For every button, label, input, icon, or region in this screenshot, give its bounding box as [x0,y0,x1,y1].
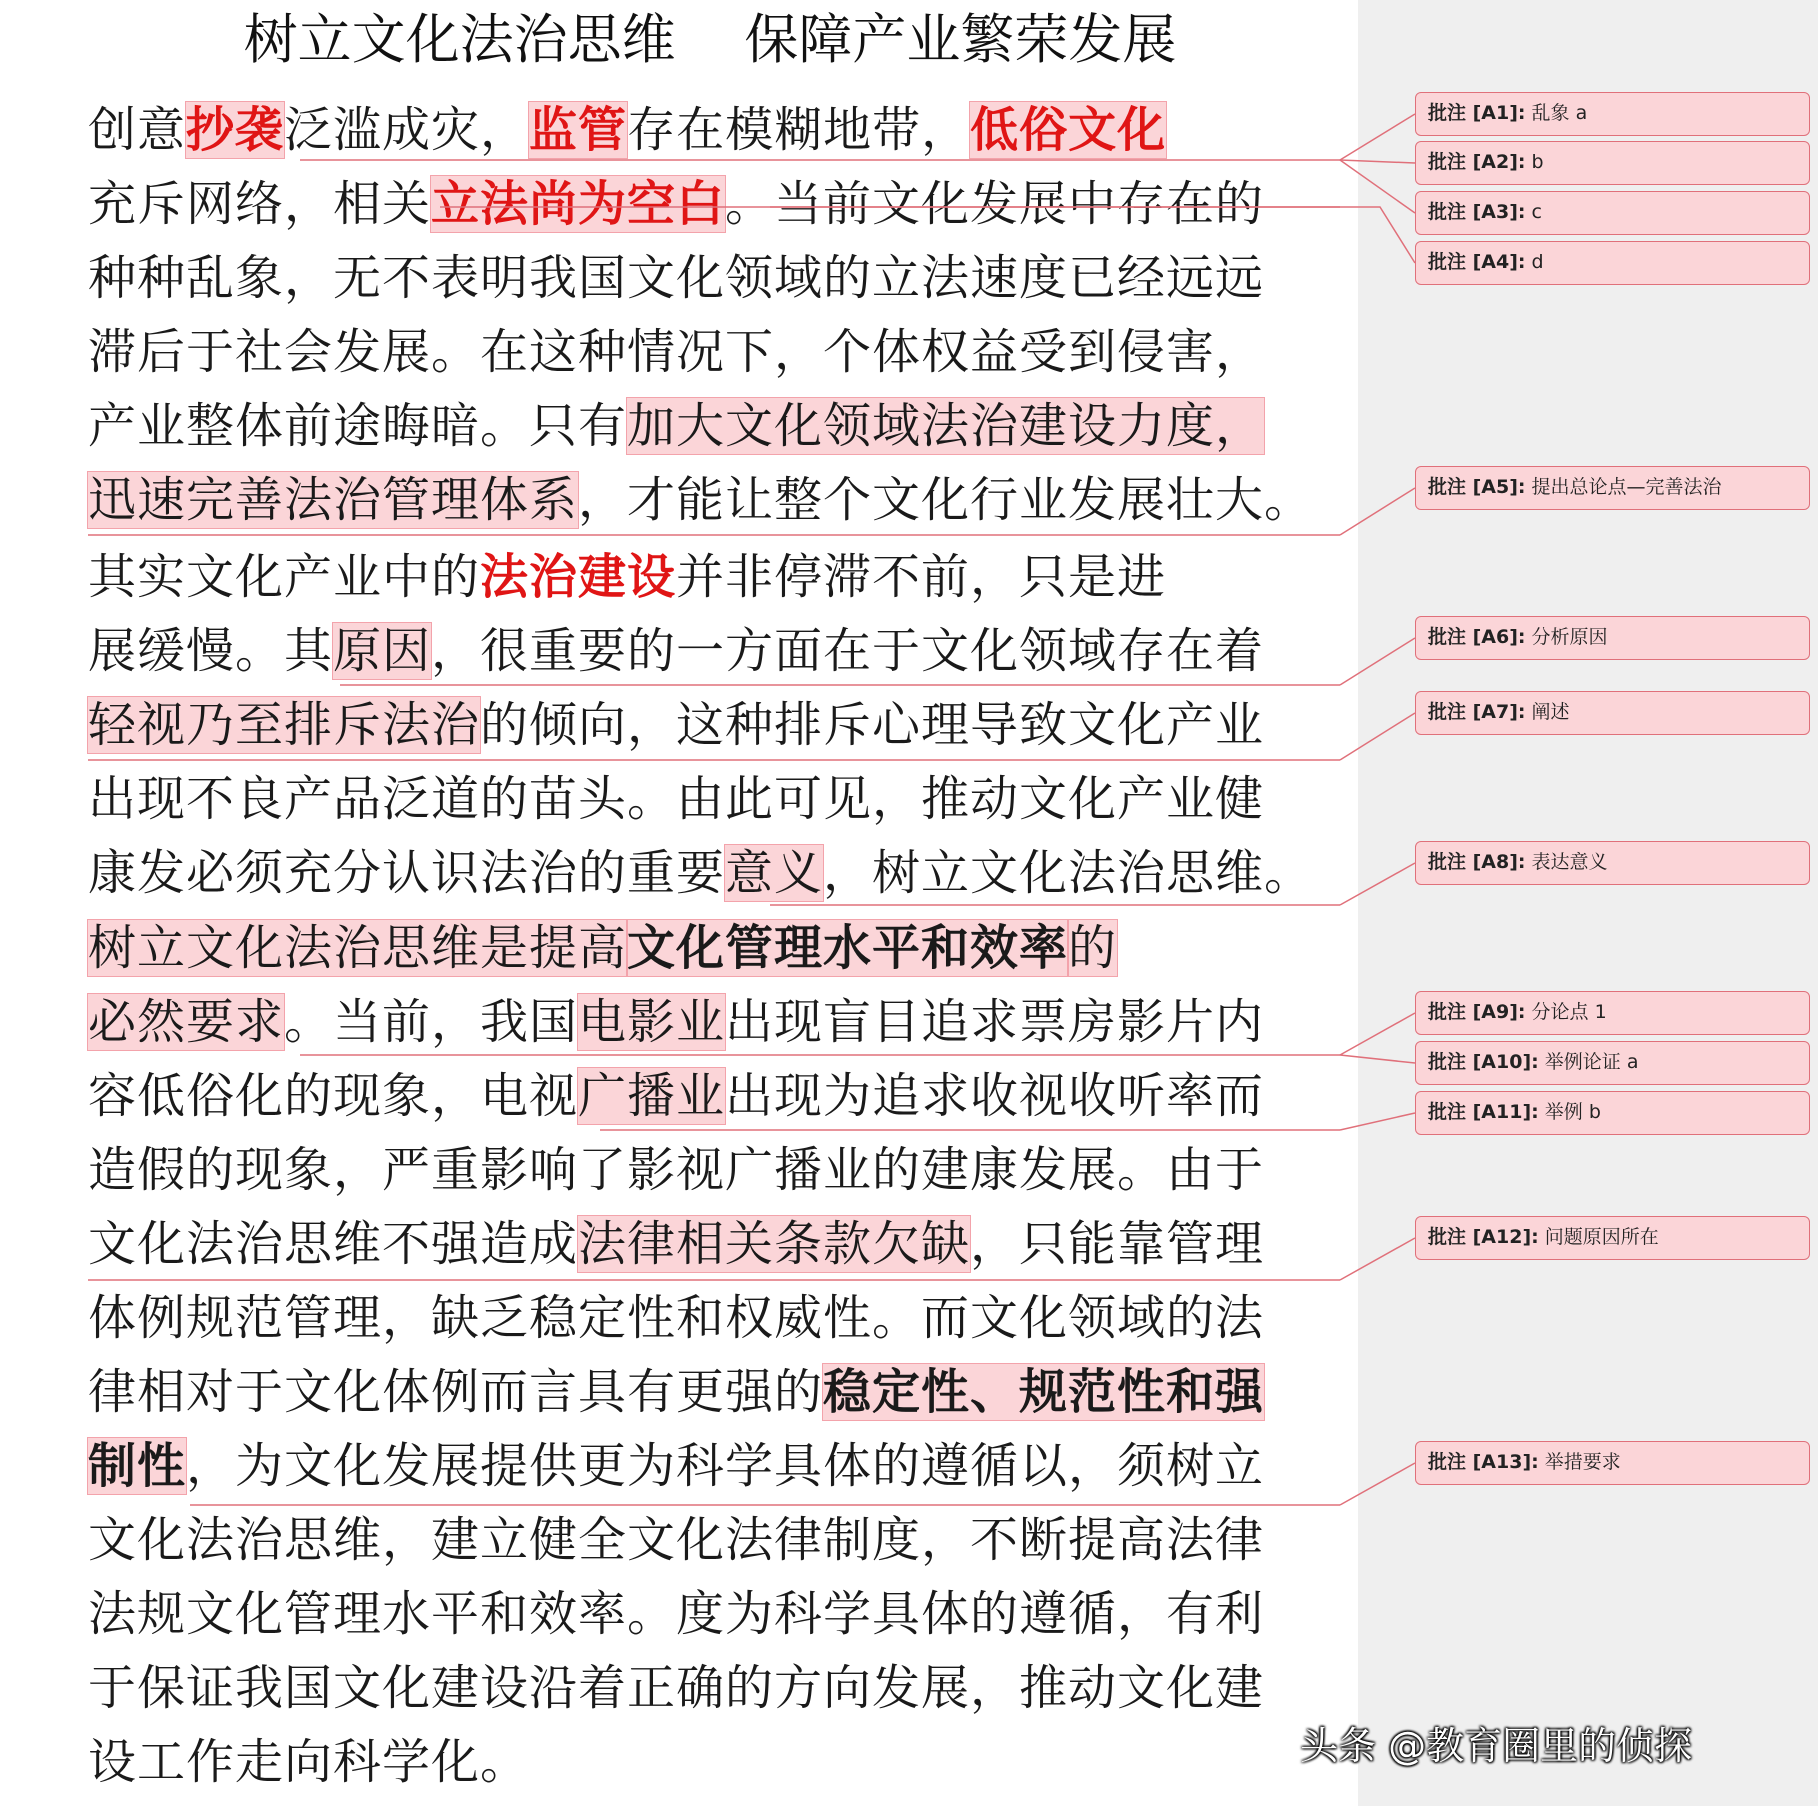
comment-text: b [1525,151,1544,173]
highlighted-text[interactable]: 树立文化法治思维是提高 [88,920,628,976]
comment-leader-line [1340,1238,1415,1280]
text-run: 创意 [88,102,187,158]
comment-leader-line [1340,114,1415,160]
comment-balloon[interactable] [1415,1091,1810,1135]
comment-tag: 批注 [A8]: [1428,851,1526,873]
comment-leader-line [1340,160,1415,163]
highlighted-text[interactable]: 广播业 [578,1068,726,1124]
text-run: 文化法治思维不强造成 [88,1216,579,1272]
comment-leader-line [1340,713,1415,760]
comment-leader-line [1340,1013,1415,1055]
comment-balloon[interactable] [1415,1216,1810,1260]
comment-balloon[interactable] [1415,141,1810,185]
text-run: ，为文化发展提供更为科学具体的遵循以，须树立 [186,1438,1265,1494]
highlighted-text[interactable]: 立法尚为空白 [431,176,726,232]
text-run: ，树立文化法治思维。 [823,845,1314,901]
comment-tag: 批注 [A6]: [1428,626,1526,648]
comment-tag: 批注 [A10]: [1428,1051,1539,1073]
highlighted-text[interactable]: 必然要求 [88,994,285,1050]
text-run: 其实文化产业中的 [88,549,481,605]
text-run: 种种乱象，无不表明我国文化领域的立法速度已经远远 [88,250,1265,306]
highlighted-text[interactable]: 原因 [333,623,432,679]
highlighted-text[interactable]: 意义 [725,845,824,901]
text-run: 的倾向，这种排斥心理导致文化产业 [480,697,1265,753]
comment-balloon[interactable] [1415,1441,1810,1485]
highlighted-text[interactable]: 文化管理水平和效率 [627,920,1069,976]
comment-tag: 批注 [A2]: [1428,151,1526,173]
comment-tag: 批注 [A1]: [1428,102,1526,124]
comment-text: 举例论证 a [1538,1051,1639,1073]
comment-balloon[interactable] [1415,191,1810,235]
comment-balloon[interactable] [1415,991,1810,1035]
comment-balloon[interactable] [1415,241,1810,285]
text-run: 体例规范管理，缺乏稳定性和权威性。而文化领域的法 [88,1290,1265,1346]
comment-balloon[interactable] [1415,691,1810,735]
comment-text: 分析原因 [1525,626,1608,648]
comment-balloon[interactable] [1415,1041,1810,1085]
highlighted-text[interactable]: 迅速完善法治管理体系 [88,472,579,528]
comment-tag: 批注 [A7]: [1428,701,1526,723]
comment-balloon[interactable] [1415,616,1810,660]
highlighted-text[interactable]: 轻视乃至排斥法治 [88,697,481,753]
comment-leader-line [770,207,1415,263]
highlighted-text[interactable]: 稳定性、规范性和强 [823,1364,1265,1420]
highlighted-text[interactable]: 制性 [88,1438,187,1494]
text-run: 律相对于文化体例而言具有更强的 [88,1364,824,1420]
text-run: 产业整体前途晦暗。只有 [88,398,628,454]
comment-text: 阐述 [1525,701,1570,723]
text-run: 泛滥成灾， [284,102,530,158]
comment-leader-line [1340,1463,1415,1505]
comment-text: 乱象 a [1525,102,1588,124]
comment-text: c [1525,201,1543,223]
comment-leader-line [1340,1113,1415,1130]
text-run: 容低俗化的现象，电视 [88,1068,579,1124]
comment-leader-line [1340,863,1415,905]
highlighted-text[interactable]: 低俗文化 [970,102,1167,158]
text-run: 出现为追求收视收听率而 [725,1068,1265,1124]
highlighted-text[interactable]: 的 [1068,920,1118,976]
comment-tag: 批注 [A4]: [1428,251,1526,273]
highlighted-text[interactable]: 监管 [529,102,628,158]
comment-leader-line [1340,1055,1415,1063]
text-run: 并非停滞不前，只是进 [676,549,1167,605]
text-run: 于保证我国文化建设沿着正确的方向发展，推动文化建 [88,1660,1265,1716]
comment-leader-line [1340,638,1415,685]
comment-leader-line [1340,488,1415,535]
comment-tag: 批注 [A11]: [1428,1101,1539,1123]
comment-text: 举例 b [1538,1101,1601,1123]
text-run: ，才能让整个文化行业发展壮大。 [578,472,1314,528]
text-run: 康发必须充分认识法治的重要 [88,845,726,901]
text-run: 出现盲目追求票房影片内 [725,994,1265,1050]
document-title: 树立文化法治思维 保障产业繁荣发展 [243,8,1177,71]
comment-balloon[interactable] [1415,466,1810,510]
comment-text: 问题原因所在 [1538,1226,1659,1248]
comment-leader-line [1340,160,1415,213]
highlighted-text[interactable]: 电影业 [578,994,726,1050]
text-run: 造假的现象，严重影响了影视广播业的建康发展。由于 [88,1142,1265,1198]
text-run: ，很重要的一方面在于文化领域存在着 [431,623,1265,679]
comment-text: 表达意义 [1525,851,1608,873]
highlighted-text: 法治建设 [480,549,677,605]
text-run: 法规文化管理水平和效率。度为科学具体的遵循，有利 [88,1586,1265,1642]
text-run: ，只能靠管理 [970,1216,1265,1272]
highlighted-text[interactable]: 法律相关条款欠缺 [578,1216,971,1272]
highlighted-text[interactable]: 抄袭 [186,102,285,158]
text-run: 展缓慢。其 [88,623,334,679]
comment-text: 分论点 1 [1525,1001,1607,1023]
highlighted-text[interactable]: 加大文化领域法治建设力度， [627,398,1265,454]
text-run: 充斥网络，相关 [88,176,432,232]
comment-balloon[interactable] [1415,841,1810,885]
comment-tag: 批注 [A12]: [1428,1226,1539,1248]
text-run: 存在模糊地带， [627,102,971,158]
text-run: 。当前文化发展中存在的 [725,176,1265,232]
comment-tag: 批注 [A13]: [1428,1451,1539,1473]
text-run: 文化法治思维，建立健全文化法律制度，不断提高法律 [88,1512,1265,1568]
comment-tag: 批注 [A9]: [1428,1001,1526,1023]
watermark: 头条 @教育圈里的侦探 [1300,1724,1693,1768]
comment-tag: 批注 [A3]: [1428,201,1526,223]
text-run: 滞后于社会发展。在这种情况下，个体权益受到侵害， [88,324,1265,380]
text-run: 。当前，我国 [284,994,579,1050]
comment-tag: 批注 [A5]: [1428,476,1526,498]
comment-text: 提出总论点—完善法治 [1525,476,1722,498]
comment-balloon[interactable] [1415,92,1810,136]
comment-text: 举措要求 [1538,1451,1621,1473]
text-run: 设工作走向科学化。 [88,1734,530,1790]
text-run: 出现不良产品泛道的苗头。由此可见，推动文化产业健 [88,771,1265,827]
comment-text: d [1525,251,1544,273]
